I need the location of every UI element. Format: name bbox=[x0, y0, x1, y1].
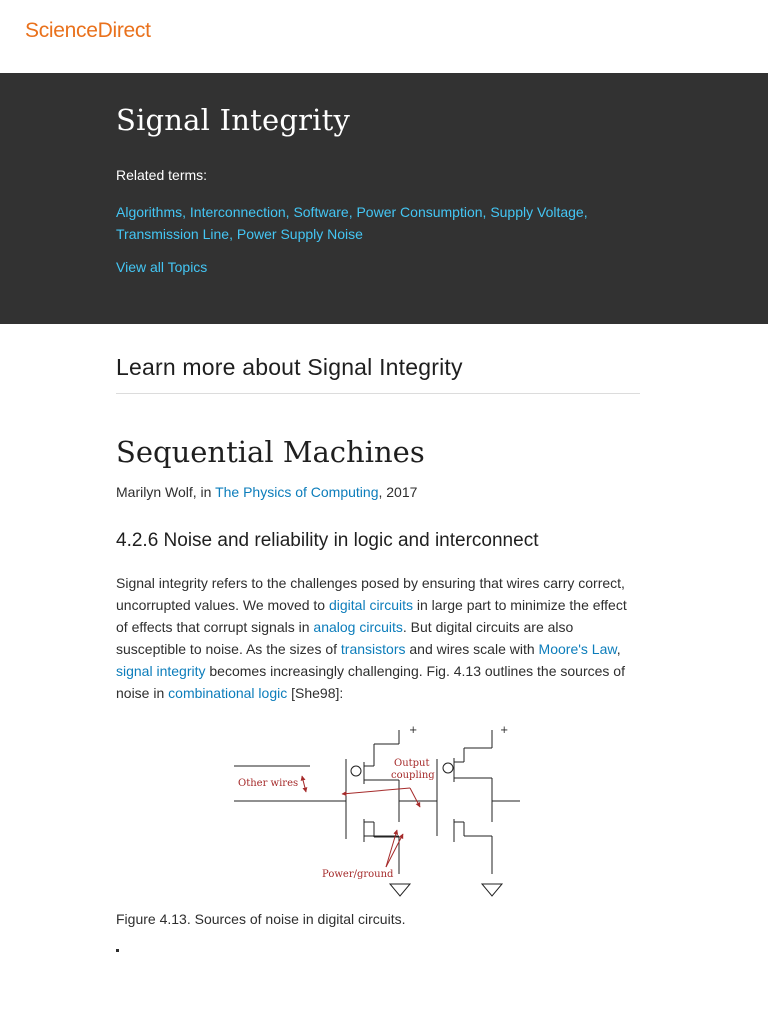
chapter-title: Sequential Machines bbox=[116, 435, 425, 469]
related-term-link[interactable]: Algorithms bbox=[116, 204, 183, 220]
supply-plus-label: + bbox=[500, 725, 509, 736]
view-all-topics-link[interactable]: View all Topics bbox=[116, 259, 208, 275]
output-label: Output bbox=[394, 758, 430, 769]
publication-year: , 2017 bbox=[378, 484, 418, 500]
author-name: Marilyn Wolf bbox=[116, 484, 193, 500]
related-term-link[interactable]: Power Supply Noise bbox=[236, 226, 363, 242]
related-term-link[interactable]: Transmission Line bbox=[116, 226, 230, 242]
body-paragraph bbox=[116, 572, 640, 704]
paragraph-text: in large part to minimize the effect of effects that corrupt signals in bbox=[116, 597, 627, 635]
topic-title: Signal Integrity bbox=[116, 103, 351, 137]
signal-integrity-link[interactable]: signal integrity bbox=[116, 663, 206, 679]
related-term-link[interactable]: Interconnection bbox=[189, 204, 286, 220]
related-term-link[interactable]: Software bbox=[293, 204, 349, 220]
topic-hero bbox=[0, 73, 768, 324]
related-terms-label: Related terms: bbox=[116, 167, 208, 183]
sciencedirect-logo[interactable]: ScienceDirect bbox=[25, 19, 151, 42]
moores-law-link[interactable]: Moore's Law bbox=[538, 641, 617, 657]
transistors-link[interactable]: transistors bbox=[340, 641, 406, 657]
book-title-link[interactable]: The Physics of Computing bbox=[215, 484, 379, 500]
bullet-dot bbox=[116, 949, 119, 952]
combinational-logic-link[interactable]: combinational logic bbox=[168, 685, 288, 701]
noise-annotations bbox=[302, 776, 420, 867]
related-terms-list: Algorithms, Interconnection, Software, Power Consumption, Supply Voltage, Transmission Line, Power Supply Noise bbox=[116, 204, 588, 242]
noise-sources-diagram bbox=[234, 724, 524, 899]
paragraph-text: . But digital circuits are also susceptible to noise. As the sizes of bbox=[116, 619, 574, 657]
figure-caption: Figure 4.13. Sources of noise in digital circuits. bbox=[116, 911, 406, 927]
other-wires-label: Other wires bbox=[238, 778, 299, 789]
related-term-link[interactable]: Power Consumption bbox=[356, 204, 483, 220]
site-header bbox=[0, 0, 768, 73]
paragraph-text: [She98]: bbox=[287, 685, 344, 701]
topic-hero-inner bbox=[116, 99, 644, 277]
related-term-link[interactable]: Supply Voltage bbox=[490, 204, 584, 220]
paragraph-text: Signal integrity refers to the challenges posed by ensuring that wires carry correct, uncorrupted values. We moved to bbox=[116, 575, 625, 613]
paragraph-text: and wires scale with bbox=[405, 641, 539, 657]
power-ground-label: Power/ground bbox=[322, 869, 394, 880]
main-content bbox=[116, 324, 640, 952]
paragraph-text: becomes increasingly challenging. Fig. 4.13 outlines the sources of noise in bbox=[116, 663, 625, 701]
digital-circuits-link[interactable]: digital circuits bbox=[328, 597, 413, 613]
figure-4-13[interactable] bbox=[116, 724, 640, 899]
coupling-label: coupling bbox=[391, 770, 435, 781]
chapter-byline bbox=[116, 482, 640, 502]
section-title: 4.2.6 Noise and reliability in logic and interconnect bbox=[116, 530, 539, 551]
learn-more-heading: Learn more about Signal Integrity bbox=[116, 324, 640, 394]
paragraph-text: , bbox=[616, 641, 621, 657]
second-inverter bbox=[437, 730, 520, 896]
analog-circuits-link[interactable]: analog circuits bbox=[313, 619, 403, 635]
supply-plus-label: + bbox=[409, 725, 418, 736]
byline-in-text: , in bbox=[192, 484, 216, 500]
